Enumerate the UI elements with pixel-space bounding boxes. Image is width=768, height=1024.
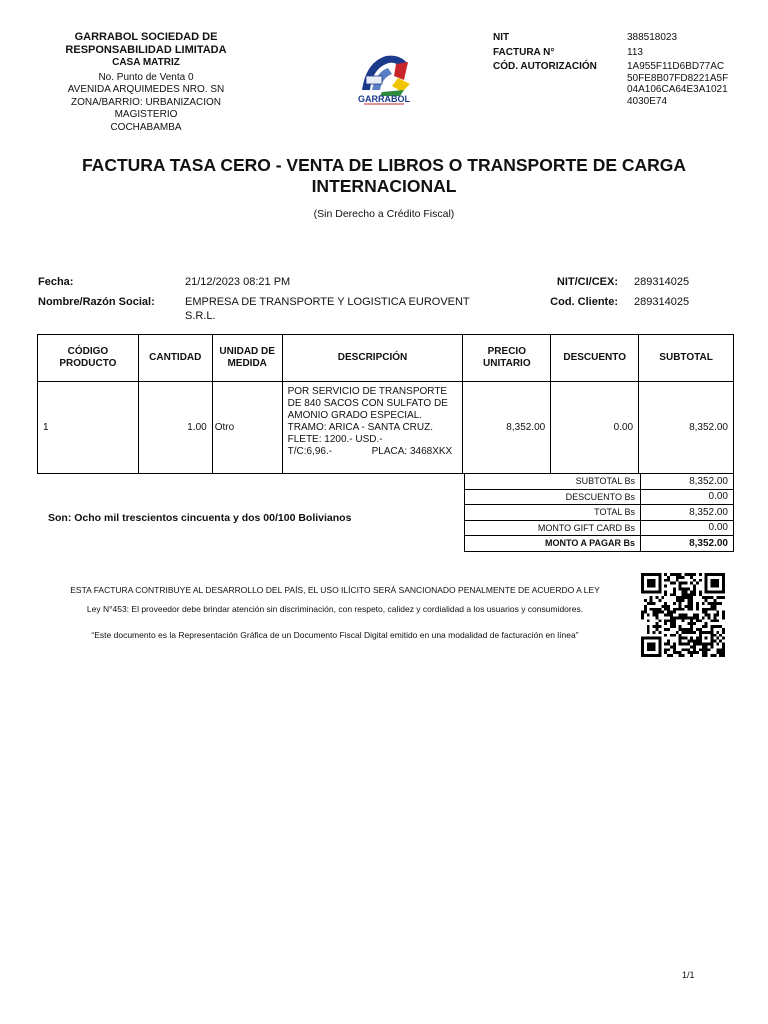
address-line1: AVENIDA ARQUIMEDES NRO. SN	[67, 84, 225, 95]
description-line: POR SERVICIO DE TRANSPORTE	[287, 386, 448, 397]
cell-price: 8,352.00	[463, 382, 551, 474]
header-price	[463, 335, 551, 382]
point-of-sale: No. Punto de Venta 0	[98, 71, 194, 83]
client-id-values	[634, 275, 689, 309]
header-price-line1: PRECIO	[487, 346, 526, 357]
date-label: Fecha:	[38, 276, 74, 288]
subtotal-label: SUBTOTAL Bs	[465, 474, 641, 490]
client-values	[185, 275, 470, 323]
fiscal-info	[493, 31, 737, 107]
total-label: TOTAL Bs	[465, 505, 641, 521]
authorization-code-line1: 1A955F11D6BD77AC	[627, 61, 725, 72]
cell-qty: 1.00	[138, 382, 212, 474]
totals-row-pay	[465, 536, 734, 552]
totals-row-subtotal	[465, 474, 734, 490]
header-code-line2: PRODUCTO	[59, 358, 117, 369]
table-row	[38, 382, 734, 474]
address-line3: MAGISTERIO	[114, 109, 178, 120]
qr-code-icon	[641, 573, 725, 657]
nit-label: NIT	[493, 32, 510, 43]
document-subtitle: (Sin Derecho a Crédito Fiscal)	[313, 208, 455, 220]
page-number: 1/1	[682, 970, 695, 980]
table-header-row	[38, 335, 734, 382]
document-title-line1: FACTURA TASA CERO - VENTA DE LIBROS O TRANSPORTE DE CARGA	[81, 155, 687, 175]
totals-row-gift	[465, 520, 734, 536]
client-labels	[38, 275, 155, 309]
legal-line1: ESTA FACTURA CONTRIBUYE AL DESARROLLO DEL PAÍS, EL USO ILÍCITO SERÁ SANCIONADO PENALMENTE DE ACUERDO A LEY	[70, 585, 600, 595]
header-discount: DESCUENTO	[551, 335, 639, 382]
document-title-line2: INTERNACIONAL	[311, 176, 457, 196]
date-value: 21/12/2023 08:21 PM	[185, 276, 291, 288]
gift-card-value: 0.00	[641, 520, 734, 536]
address-city: COCHABAMBA	[110, 121, 182, 133]
client-name-line2: S.R.L.	[185, 310, 216, 322]
company-branch: CASA MATRIZ	[112, 57, 180, 68]
description-line: DE 840 SACOS CON SULFATO DE	[287, 398, 448, 409]
client-nit-value: 289314025	[634, 276, 690, 288]
total-value: 8,352.00	[641, 505, 734, 521]
gift-card-label: MONTO GIFT CARD Bs	[465, 520, 641, 536]
cell-discount: 0.00	[551, 382, 639, 474]
exchange-rate: T/C:6,96.-	[287, 446, 333, 457]
description-line: FLETE: 1200.- USD.-	[287, 434, 383, 445]
discount-value: 0.00	[641, 489, 734, 505]
description-line-last	[288, 446, 458, 458]
header-price-line2: UNITARIO	[483, 358, 531, 369]
legal-line3: “Este documento es la Representación Gráfica de un Documento Fiscal Digital emitido en una modalidad de facturación en línea”	[91, 630, 579, 640]
discount-label: DESCUENTO Bs	[465, 489, 641, 505]
company-name-line2: RESPONSABILIDAD LIMITADA	[65, 44, 227, 56]
header-subtotal: SUBTOTAL	[639, 335, 734, 382]
client-name-line1: EMPRESA DE TRANSPORTE Y LOGISTICA EUROVENT	[185, 296, 470, 308]
cell-code: 1	[38, 382, 139, 474]
authorization-code-line4: 4030E74	[627, 95, 668, 107]
header-code	[38, 335, 139, 382]
amount-to-pay-label: MONTO A PAGAR Bs	[465, 536, 641, 552]
header-code-line1: CÓDIGO	[67, 346, 109, 357]
authorization-label: CÓD. AUTORIZACIÓN	[493, 61, 597, 72]
address-line2: ZONA/BARRIO: URBANIZACION	[70, 96, 221, 108]
totals-row-discount	[465, 489, 734, 505]
legal-line2: Ley N°453: El proveedor debe brindar atención sin discriminación, con respeto, calidez y cordialidad a los usuarios y consumidores.	[86, 604, 584, 614]
amount-to-pay-value: 8,352.00	[641, 536, 734, 552]
client-code-value: 289314025	[634, 296, 690, 308]
company-info	[48, 31, 244, 134]
totals-row-total	[465, 505, 734, 521]
subtotal-value: 8,352.00	[641, 474, 734, 490]
authorization-code-line3: 04A106CA64E3A1021	[627, 84, 728, 95]
client-code-label: Cod. Cliente:	[550, 296, 618, 308]
description-line: TRAMO: ARICA - SANTA CRUZ.	[287, 422, 433, 433]
vehicle-plate: PLACA: 3468XKX	[371, 446, 453, 457]
header-description: DESCRIPCIÓN	[282, 335, 463, 382]
cell-unit: Otro	[212, 382, 282, 474]
client-nit-label: NIT/CI/CEX:	[556, 276, 618, 288]
authorization-code	[627, 60, 737, 107]
header-unit-line2: MEDIDA	[227, 358, 267, 369]
items-table	[37, 334, 734, 474]
nit-value: 388518023	[627, 32, 678, 43]
client-id-labels	[528, 275, 618, 309]
authorization-code-line2: 50FE8B07FD8221A5F	[627, 72, 729, 84]
document-title	[40, 155, 728, 197]
totals-table	[464, 473, 734, 552]
invoice-number-label: FACTURA N°	[493, 46, 555, 58]
client-name-label: Nombre/Razón Social:	[38, 296, 155, 308]
header-unit	[212, 335, 282, 382]
company-name-line1: GARRABOL SOCIEDAD DE	[74, 31, 218, 43]
cell-description	[282, 382, 463, 474]
logo-text: GARRABOL	[358, 94, 410, 104]
amount-in-words: Son: Ocho mil trescientos cincuenta y dos 00/100 Bolivianos	[48, 512, 352, 524]
cell-subtotal: 8,352.00	[639, 382, 734, 474]
garrabol-logo	[352, 50, 416, 106]
header-qty: CANTIDAD	[138, 335, 212, 382]
description-line: AMONIO GRADO ESPECIAL.	[287, 410, 423, 421]
invoice-number-value: 113	[627, 46, 643, 58]
header-unit-line1: UNIDAD DE	[219, 346, 275, 357]
